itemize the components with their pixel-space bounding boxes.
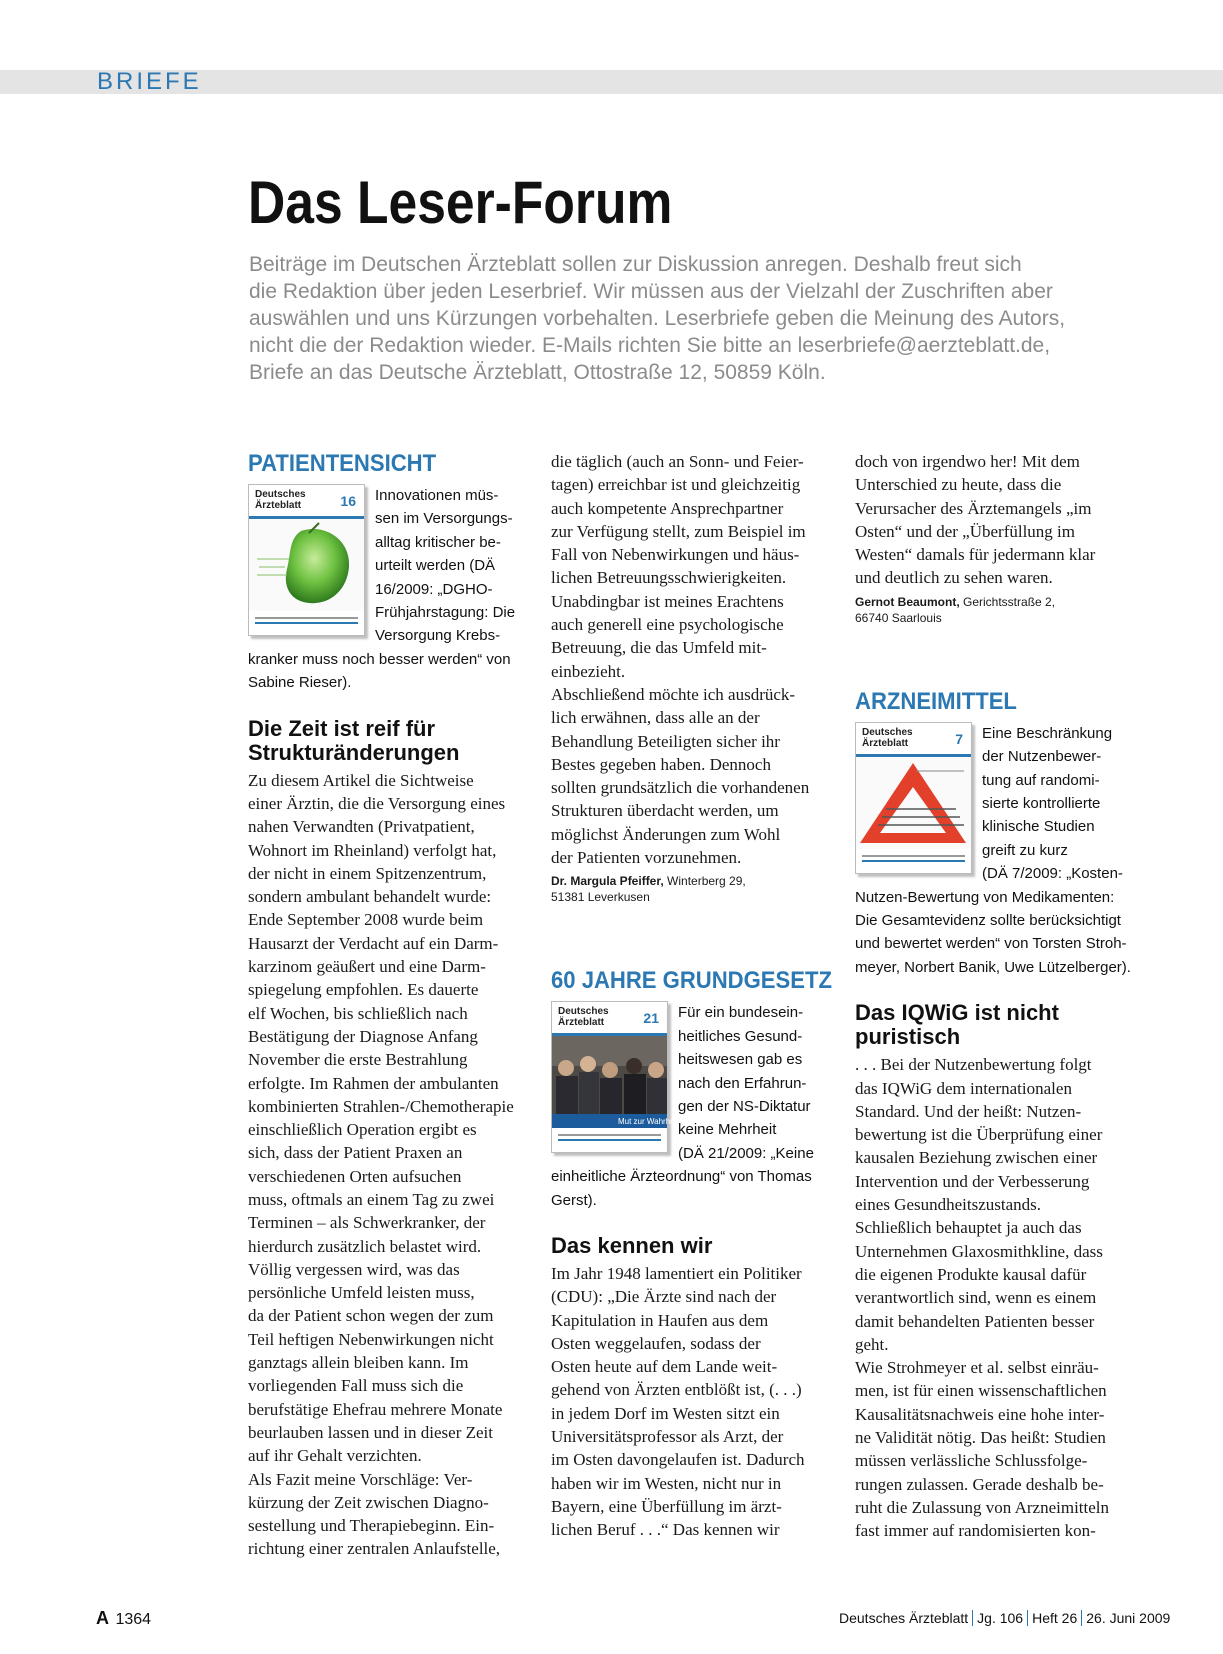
intro-line: auswählen und uns Kürzungen vorbehalten. Leserbriefe geben die Meinung des Autors, [249,307,1066,330]
body-line: ganztags allein bleiben kann. Im [248,1353,469,1373]
body-line: Betreuung, die das Umfeld mit- [551,638,767,658]
body-line: lichen Betreuungsschwierigkeiten. [551,568,787,588]
body-line: auf ihr Gehalt verzichten. [248,1446,422,1466]
body-line: elf Wochen, bis schließlich nach [248,1003,468,1023]
teaser-line: kranker muss noch besser werden“ von [248,650,511,668]
body-line: sollten grundsätzlich die vorhandenen [551,778,810,798]
body-line: Terminen – als Schwerkranker, der [248,1213,486,1233]
green-apple-image [249,519,364,611]
body-line: . . . Bei der Nutzenbewertung folgt [855,1055,1092,1075]
letter-body [551,450,841,869]
body-line: im Osten davongelaufen ist. Dadurch [551,1450,805,1470]
body-line: auch kompetente Ansprechpartner [551,498,784,518]
letter-headline: Das IQWiG ist nicht puristisch [855,1000,1059,1050]
body-line: (CDU): „Die Ärzte sind nach der [551,1287,777,1307]
body-line: möglichst Änderungen zum Wohl [551,824,781,844]
body-line: Unterschied zu heute, dass die [855,475,1062,495]
body-line: Kapitulation in Haufen aus dem [551,1310,769,1330]
teaser-line: Für ein bundesein- [678,1004,804,1022]
body-line: Zu diesem Artikel die Sichtweise [248,770,474,790]
intro-line: die Redaktion über jeden Leserbrief. Wir müssen aus der Vielzahl der Zuschriften aber [249,280,1053,303]
body-line: Als Fazit meine Vorschläge: Ver- [248,1469,473,1489]
body-line: Behandlung Beteiligten sicher ihr [551,731,780,751]
body-line: die eigenen Produkte kausal dafür [855,1264,1087,1284]
body-line: verantwortlich sind, wenn es einem [855,1288,1097,1308]
body-line: Osten heute auf dem Lande weit- [551,1357,778,1377]
teaser-line: meyer, Norbert Banik, Uwe Lützelberger). [855,958,1131,976]
teaser-line: Versorgung Krebs- [375,627,501,645]
intro-text [249,251,1149,386]
body-line: Völlig vergessen wird, was das [248,1259,460,1279]
body-line: die täglich (auch an Sonn- und Feier- [551,452,804,471]
journal-name: Deutsches Ärzteblatt [839,1610,969,1626]
body-line: Strukturen überdacht werden, um [551,801,779,821]
body-line: men, ist für einen wissenschaftlichen [855,1381,1107,1401]
body-line: geht. [855,1334,889,1354]
body-line: Verursacher des Ärztemangels „im [855,498,1092,518]
teaser-line: sierte kontrollierte [982,795,1101,812]
cover-footer [862,855,965,867]
body-line: Fall von Nebenwirkungen und häus- [551,545,800,565]
body-line: sich, dass der Patient Praxen an [248,1143,463,1163]
body-line: bewertung ist die Überprüfung einer [855,1125,1103,1145]
journal-date: 26. Juni 2009 [1086,1610,1171,1626]
body-line: lich erwähnen, dass alle an der [551,708,760,728]
body-line: rungen zulassen. Gerade deshalb be- [855,1474,1104,1494]
teaser-line: urteilt werden (DÄ [375,557,496,575]
body-line: verschiedenen Orten aufsuchen [248,1166,462,1186]
journal-issue: Heft 26 [1032,1610,1078,1626]
body-line: vorliegenden Fall muss sich die [248,1376,464,1396]
cover-footer [558,1134,661,1146]
rubric-patientensicht: PATIENTENSICHT [248,450,437,477]
body-line: ne Validität nötig. Das heißt: Studien [855,1428,1106,1447]
letter-headline: Die Zeit ist reif für Strukturänderungen [248,715,460,765]
teaser-line: Nutzen-Bewertung von Medikamenten: [855,888,1115,906]
teaser-line: (DÄ 21/2009: „Keine [678,1144,814,1162]
teaser-line: Sabine Rieser). [248,674,352,692]
cover-title: Deutsches Ärzteblatt [558,1006,609,1029]
body-line: muss, oftmals an einem Tag zu zwei [248,1190,495,1209]
body-line: Ende September 2008 wurde beim [248,910,484,930]
body-line: Universitätsprofessor als Arzt, der [551,1427,784,1447]
body-line: Osten weggelaufen, sodass der [551,1333,761,1353]
body-line: richtung einer zentralen Anlaufstelle, [248,1539,501,1559]
cover-thumbnail-21[interactable] [551,1001,679,1153]
body-line: eines Gesundheitszustands. [855,1195,1042,1215]
teaser-line: sen im Versorgungs- [375,510,513,528]
section-label: BRIEFE [97,68,202,95]
body-line: und deutlich zu sehen waren. [855,568,1053,588]
teaser-line: einheitliche Ärzteordnung“ von Thomas [551,1168,812,1186]
cover-thumbnail-16[interactable] [248,484,365,636]
body-line: kausalen Beziehung zwischen einer [855,1148,1098,1168]
rubric-arzneimittel: ARZNEIMITTEL [855,687,1017,715]
body-line: lichen Beruf . . .“ Das kennen wir [551,1520,780,1540]
body-line: kürzung der Zeit zwischen Diagno- [248,1492,489,1512]
teaser-line: alltag kritischer be- [375,533,501,551]
page-number: A 1364 [96,1608,152,1628]
body-line: Osten“ und der „Überfüllung im [855,521,1075,541]
body-line: beurlauben lassen und in dieser Zeit [248,1422,494,1442]
teaser-line: der Nutzenbewer- [982,748,1102,766]
teaser-line: klinische Studien [982,818,1095,836]
letter-body [855,1053,1145,1542]
body-line: November die erste Bestrahlung [248,1050,468,1070]
body-line: erfolgte. Im Rahmen der ambulanten [248,1073,499,1093]
body-line: nahen Verwandten (Privatpatient, [248,817,475,837]
body-line: Teil heftigen Nebenwirkungen nicht [248,1329,494,1349]
body-line: berufstätige Ehefrau mehrere Monate [248,1399,503,1419]
body-line: Abschließend möchte ich ausdrück- [551,684,796,704]
body-line: Wohnort im Rheinland) verfolgt hat, [248,840,497,860]
rubric-grundgesetz: 60 JAHRE GRUNDGESETZ [551,967,832,995]
body-line: spiegelung empfohlen. Es dauerte [248,980,479,1000]
body-line: Im Jahr 1948 lamentiert ein Politiker [551,1264,802,1283]
cover-issue-number: 7 [955,730,963,747]
column-2 [551,450,841,1542]
teaser-line: und bewertet werden“ von Torsten Stroh- [855,935,1127,953]
cover-title: Deutsches Ärzteblatt [255,489,306,511]
body-line: hierdurch zusätzlich belastet wird. [248,1236,482,1256]
teaser-line: Gerst). [551,1191,597,1209]
teaser-line: keine Mehrheit [678,1121,777,1139]
body-line: Kausalitätsnachweis eine hohe inter- [855,1404,1105,1424]
cover-footer [255,617,358,629]
body-line: das IQWiG dem internationalen [855,1078,1072,1098]
body-line: ruht die Zulassung von Arzneimitteln [855,1497,1110,1517]
column-3 [855,450,1145,1542]
body-line: karzinom geäußert und eine Darm- [248,957,486,977]
teaser-line: (DÄ 7/2009: „Kosten- [982,865,1123,883]
teaser-line: heitswesen gab es [678,1051,803,1069]
journal-footer [839,1610,1170,1626]
teaser-line: 16/2009: „DGHO- [375,580,493,598]
cover-issue-number: 21 [643,1010,659,1027]
body-line: doch von irgendwo her! Mit dem [855,452,1080,471]
teaser-line: Frühjahrstagung: Die [375,604,516,622]
signature: Dr. Margula Pfeiffer, Winterberg 29, 51381 Leverkusen [551,874,746,905]
body-line: Unternehmen Glaxosmithkline, dass [855,1241,1103,1261]
cover-issue-number: 16 [340,493,356,509]
body-line: haben wir im Westen, nicht nur in [551,1473,782,1493]
teaser-line: gen der NS-Diktatur [678,1097,811,1115]
intro-line: Beiträge im Deutschen Ärzteblatt sollen zur Diskussion anregen. Deshalb freut sich [249,253,1022,276]
teaser-line: nach den Erfahrun- [678,1074,807,1092]
page-title: Das Leser-Forum [248,169,673,236]
body-line: gehend von Ärzten entblößt ist, (. . .) [551,1380,802,1400]
body-line: einer Ärztin, die die Versorgung eines [248,793,506,813]
body-line: in jedem Dorf im Westen sitzt ein [551,1403,780,1423]
body-line: Wie Strohmeyer et al. selbst einräu- [855,1358,1099,1378]
body-line: kombinierten Strahlen-/Chemotherapie [248,1096,514,1116]
body-line: sestellung und Therapiebeginn. Ein- [248,1516,495,1536]
body-line: einschließlich Operation ergibt es [248,1120,477,1140]
red-triangle-image [856,757,971,849]
teaser-line: greift zu kurz [982,841,1068,859]
intro-line: Briefe an das Deutsche Ärzteblatt, Ottostraße 12, 50859 Köln. [249,361,826,384]
letter-body [551,1262,841,1542]
body-line: Bestätigung der Diagnose Anfang [248,1026,478,1046]
teaser-line: Innovationen müs- [375,487,499,504]
body-line: damit behandelten Patienten besser [855,1311,1095,1331]
body-line: da der Patient schon wegen der zum [248,1306,494,1326]
body-line: Standard. Und der heißt: Nutzen- [855,1101,1082,1121]
audience-photo [552,1036,679,1128]
cover-thumbnail-7[interactable] [855,722,972,874]
letter-body [248,769,533,1561]
teaser-line: Eine Beschränkung [982,724,1113,742]
body-line: auch generell eine psychologische [551,615,784,635]
column-1 [248,450,533,1561]
body-line: Unabdingbar ist meines Erachtens [551,591,784,611]
body-line: Schließlich behauptet ja auch das [855,1218,1082,1238]
teaser-line: heitliches Gesund- [678,1027,803,1045]
body-line: Bayern, eine Überfüllung im ärzt- [551,1496,782,1516]
signature: Gernot Beaumont, Gerichtsstraße 2, 66740 Saarlouis [855,594,1056,625]
journal-volume: Jg. 106 [977,1610,1024,1626]
body-line: einbezieht. [551,661,626,681]
body-line: zur Verfügung stellt, zum Beispiel im [551,521,806,541]
body-line: müssen verlässliche Schlussfolge- [855,1451,1088,1471]
letter-headline: Das kennen wir [551,1233,713,1258]
body-line: sondern ambulant behandelt wurde: [248,887,492,907]
teaser-line: tung auf randomi- [982,771,1100,789]
intro-line: nicht die der Redaktion wieder. E-Mails richten Sie bitte an leserbriefe@aerzteblatt.de, [249,334,1051,357]
body-line: Hausarzt der Verdacht auf ein Darm- [248,933,499,953]
cover-title: Deutsches Ärzteblatt [862,726,913,749]
body-line: der Patienten vorzunehmen. [551,848,742,868]
letter-body [855,450,1145,590]
body-line: Bestes gegeben haben. Dennoch [551,754,771,774]
body-line: der nicht in einem Spitzenzentrum, [248,863,487,883]
body-line: Westen“ damals für jedermann klar [855,545,1096,565]
body-line: fast immer auf randomisierten kon- [855,1521,1096,1541]
cover-caption: Mut zur Wahrheit [618,1117,679,1127]
body-line: Intervention und der Verbesserung [855,1171,1090,1191]
teaser-line: Die Gesamtevidenz sollte berücksichtigt [855,912,1121,930]
body-line: tagen) erreichbar ist und gleichzeitig [551,475,801,495]
body-line: persönliche Umfeld leisten muss, [248,1283,475,1303]
